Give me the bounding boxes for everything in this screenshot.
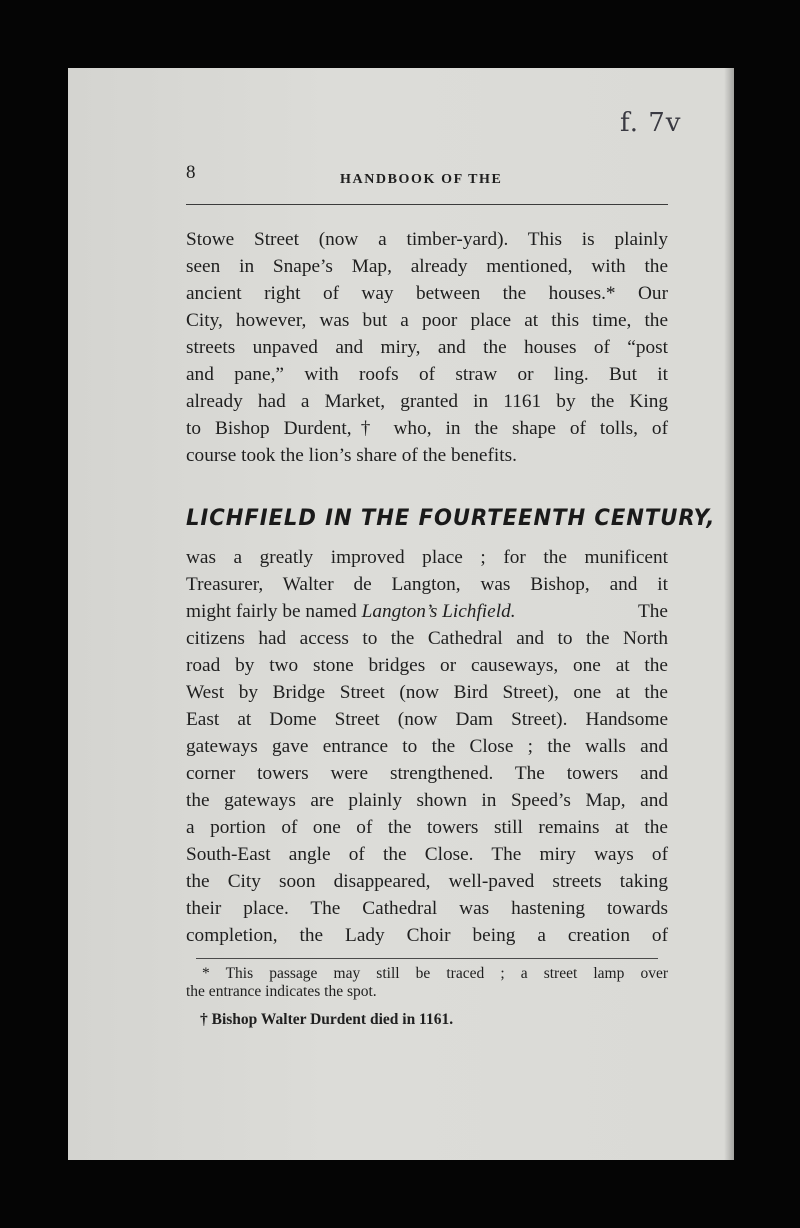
paragraph-1-line: streets unpaved and miry, and the houses of “post — [186, 337, 668, 358]
paragraph-2-line: South-East angle of the Close. The miry ways of — [186, 844, 668, 865]
paragraph-2-line: completion, the Lady Choir being a creation of — [186, 925, 668, 946]
paragraph-2-line: West by Bridge Street (now Bird Street), one at the — [186, 682, 668, 703]
footnote-2: † Bishop Walter Durdent died in 1161. — [200, 1011, 454, 1028]
paragraph-1-line: already had a Market, granted in 1161 by the King — [186, 391, 668, 412]
section-heading: LICHFIELD IN THE FOURTEENTH CENTURY, — [186, 506, 716, 531]
header-rule — [186, 204, 668, 205]
paragraph-1-line: course took the lion’s share of the benefits. — [186, 445, 517, 466]
paragraph-2-text: The — [638, 601, 668, 622]
paragraph-1-line: ancient right of way between the houses.* Our — [186, 283, 668, 304]
paragraph-2-line: gateways gave entrance to the Close ; the walls and — [186, 736, 668, 757]
paragraph-2-line: their place. The Cathedral was hastening towards — [186, 898, 668, 919]
paragraph-1-line: seen in Snape’s Map, already mentioned, with the — [186, 256, 668, 277]
footnote-1-line: * This passage may still be traced ; a street lamp over — [202, 965, 668, 982]
italic-title-langtons-lichfield: Langton’s Lichfield. — [361, 601, 516, 622]
paragraph-1-line: and pane,” with roofs of straw or ling. But it — [186, 364, 668, 385]
running-head: HANDBOOK OF THE — [340, 172, 503, 187]
paragraph-2-line: citizens had access to the Cathedral and to the North — [186, 628, 668, 649]
paragraph-1-line: City, however, was but a poor place at this time, the — [186, 310, 668, 331]
handwritten-folio-note: f. 7v — [620, 108, 682, 138]
paragraph-2-line: corner towers were strengthened. The towers and — [186, 763, 668, 784]
paragraph-2-line: was a greatly improved place ; for the munificent — [186, 547, 668, 568]
page-number: 8 — [186, 162, 196, 183]
paragraph-2-line: road by two stone bridges or causeways, one at the — [186, 655, 668, 676]
paragraph-2-line: Treasurer, Walter de Langton, was Bishop, and it — [186, 574, 668, 595]
footnote-rule — [196, 958, 658, 959]
footnote-1-line: the entrance indicates the spot. — [186, 983, 377, 1000]
paragraph-2-line: the gateways are plainly shown in Speed’s Map, and — [186, 790, 668, 811]
paragraph-1-line: Stowe Street (now a timber-yard). This is plainly — [186, 229, 668, 250]
paragraph-2-text: might fairly be named — [186, 601, 362, 622]
paragraph-2-line: a portion of one of the towers still remains at the — [186, 817, 668, 838]
paragraph-2-line: the City soon disappeared, well-paved streets taking — [186, 871, 668, 892]
page-edge-shadow — [724, 68, 734, 1160]
paragraph-2-line: East at Dome Street (now Dam Street). Handsome — [186, 709, 668, 730]
paragraph-1-line: to Bishop Durdent,† who, in the shape of tolls, of — [186, 418, 668, 439]
paragraph-2-line — [186, 602, 668, 621]
